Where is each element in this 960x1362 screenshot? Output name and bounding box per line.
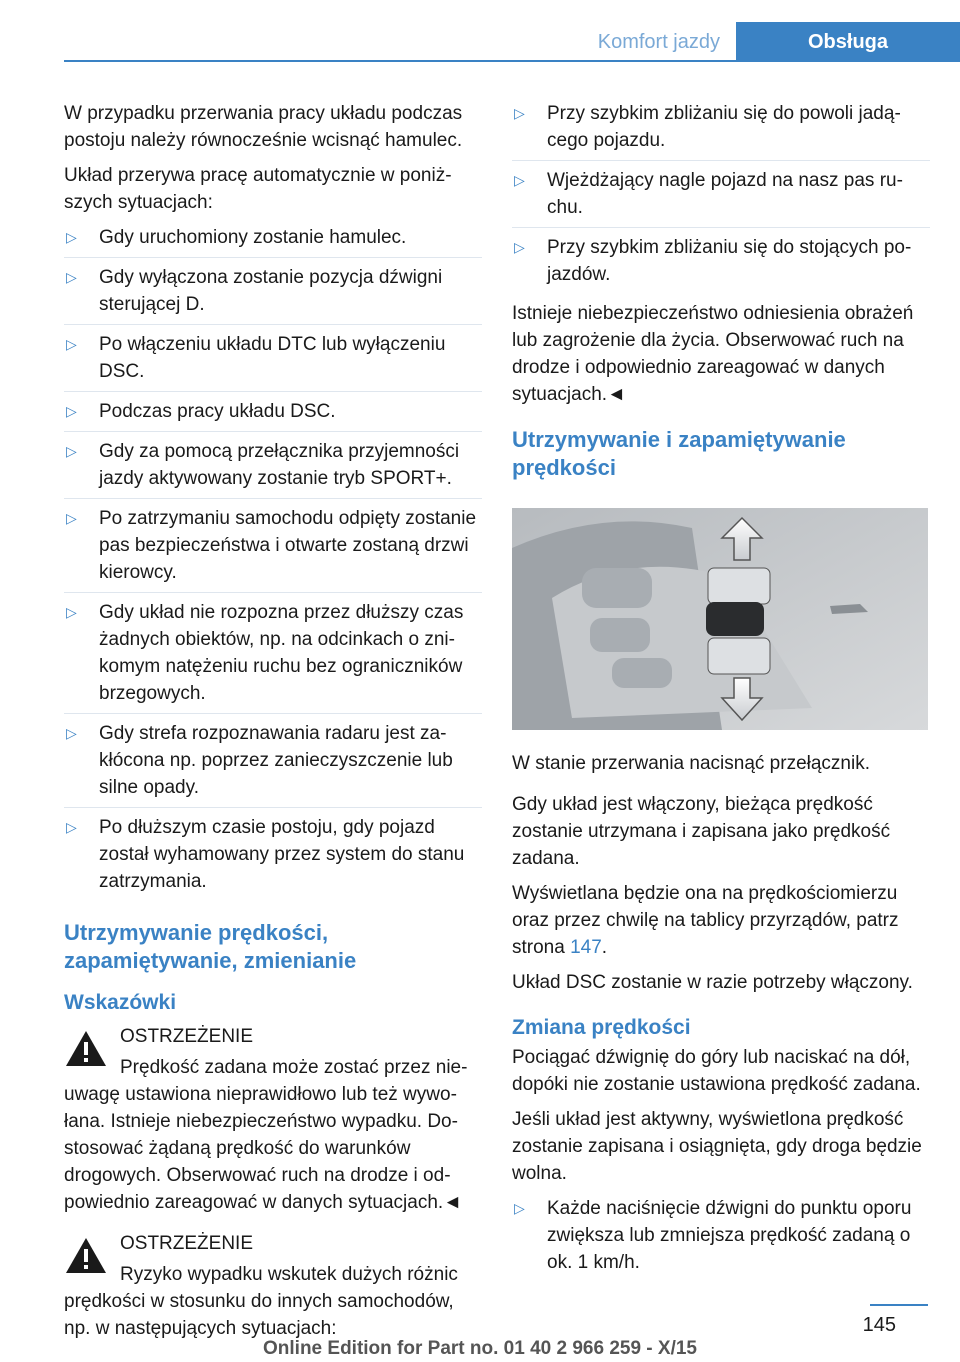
speed-difference-list [512,100,930,294]
warning-text: Ryzyko wypadku wskutek dużych różnic prędkości w stosunku do innych samochodów, np. w następujących sytuacjach: [64,1264,458,1339]
list-item: ▷ Gdy za pomocą przełącznika przyjemności jazdy aktywowany zostanie tryb SPORT+. [64,438,482,499]
warning-triangle-icon [64,1236,108,1276]
steering-wheel-switch-image [512,508,928,730]
subheading-change-speed: Zmiana prędkości [512,1016,691,1039]
triangle-right-icon: ▷ [514,1200,525,1216]
change-paragraph: Pociągać dźwignię do góry lub naciskać na dół, dopóki nie zostanie ustawiona prędkość zadana. [512,1047,921,1095]
list-item: ▷ Po włączeniu układu DTC lub wyłączeniu DSC. [64,331,482,392]
list-item: ▷ Gdy układ nie rozpozna przez dłuższy czas żadnych obiektów, np. na odcinkach o znikomym natężeniu ruchu bez ograniczników brzegowych. [64,599,482,714]
dsc-paragraph: Układ DSC zostanie w razie potrzeby włączony. [512,972,913,993]
right-column [512,100,930,1288]
triangle-right-icon: ▷ [66,269,77,285]
page-header [64,22,960,62]
display-paragraph: Wyświetlana będzie ona na prędkościomierzu oraz przez chwilę na tablicy przyrządów, patrz strona 147. [512,883,899,958]
header-section-title: Komfort jazdy [597,31,720,53]
active-paragraph: Jeśli układ jest aktywny, wyświetlona prędkość zostanie zapisana i osiągnięta, gdy droga będzie wolna. [512,1109,922,1184]
triangle-right-icon: ▷ [66,403,77,419]
list-item: ▷ Gdy strefa rozpoznawania radaru jest zakłócona np. poprzez zanieczyszczenie lub silne opady. [64,720,482,808]
triangle-right-icon: ▷ [66,819,77,835]
auto-pause-paragraph: Układ przerywa pracę automatycznie w poniższych sytuacjach: [64,165,452,213]
list-item: ▷ Każde naciśnięcie dźwigni do punktu oporu zwiększa lub zmniejsza prędkość zadaną o ok. 1 km/h. [512,1195,930,1282]
list-item: ▷ Gdy wyłączona zostanie pozycja dźwigni sterującej D. [64,264,482,325]
subheading-notes: Wskazówki [64,991,177,1014]
list-item: ▷ Wjeżdżający nagle pojazd na nasz pas ruchu. [512,167,930,228]
triangle-right-icon: ▷ [66,336,77,352]
triangle-right-icon: ▷ [66,725,77,741]
risk-paragraph: Istnieje niebezpieczeństwo odniesienia obrażeń lub zagrożenie dla życia. Obserwować ruch na drodze i odpowiednio zareagować w danych sytuacjach.◄ [512,303,914,405]
triangle-right-icon: ▷ [514,105,525,121]
figure-caption: W stanie przerwania nacisnąć przełącznik. [512,753,870,774]
page-number: 145 [862,1314,896,1336]
section-heading-hold: Utrzymywanie i zapamiętywanie prędkości [512,427,846,480]
edition-note: Online Edition for Part no. 01 40 2 966 259 - X/15 [263,1338,697,1359]
page-link-147[interactable]: 147 [570,937,602,958]
triangle-right-icon: ▷ [66,443,77,459]
footer-rule [870,1304,928,1306]
section-heading-speed: Utrzymywanie prędkości, zapamiętywanie, zmienianie [64,920,357,973]
hold-paragraph: Gdy układ jest włączony, bieżąca prędkość zostanie utrzymana i zapisana jako prędkość zadana. [512,794,891,869]
warning-triangle-icon [64,1029,108,1069]
header-rule [64,60,960,62]
intro-paragraph: W przypadku przerwania pracy układu podczas postoju należy równocześnie wcisnąć hamulec. [64,103,463,151]
list-item: ▷ Po zatrzymaniu samochodu odpięty zostanie pas bezpieczeństwa i otwarte zostaną drzwi kierowcy. [64,505,482,593]
triangle-right-icon: ▷ [514,239,525,255]
triangle-right-icon: ▷ [514,172,525,188]
warning-title: OSTRZEŻENIE [120,1233,254,1254]
list-item: ▷ Przy szybkim zbliżaniu się do powoli jadącego pojazdu. [512,100,930,161]
list-item: ▷ Przy szybkim zbliżaniu się do stojących pojazdów. [512,234,930,294]
header-chapter-tab: Obsługa [736,22,960,62]
list-item: ▷ Podczas pracy układu DSC. [64,398,482,432]
triangle-right-icon: ▷ [66,604,77,620]
list-item: ▷ Po dłuższym czasie postoju, gdy pojazd został wyhamowany przez system do stanu zatrzymania. [64,814,482,901]
press-list [512,1195,930,1282]
left-column [64,100,482,1356]
warning-title: OSTRZEŻENIE [120,1026,254,1047]
warning-block-1 [64,1023,482,1216]
pause-situations-list [64,224,482,901]
steering-wheel-illustration [512,508,928,730]
triangle-right-icon: ▷ [66,229,77,245]
warning-block-2 [64,1230,482,1342]
list-item: ▷ Gdy uruchomiony zostanie hamulec. [64,224,482,258]
triangle-right-icon: ▷ [66,510,77,526]
warning-text: Prędkość zadana może zostać przez nieuwagę ustawiona nieprawidłowo lub też wywołana. Istnieje niebezpieczeństwo wypadku. Dostosować żądaną prędkość do warunków drogowych. Obserwować ruch na drodze i odpowiednio zareagować w danych sytuacjach.◄ [64,1057,468,1213]
